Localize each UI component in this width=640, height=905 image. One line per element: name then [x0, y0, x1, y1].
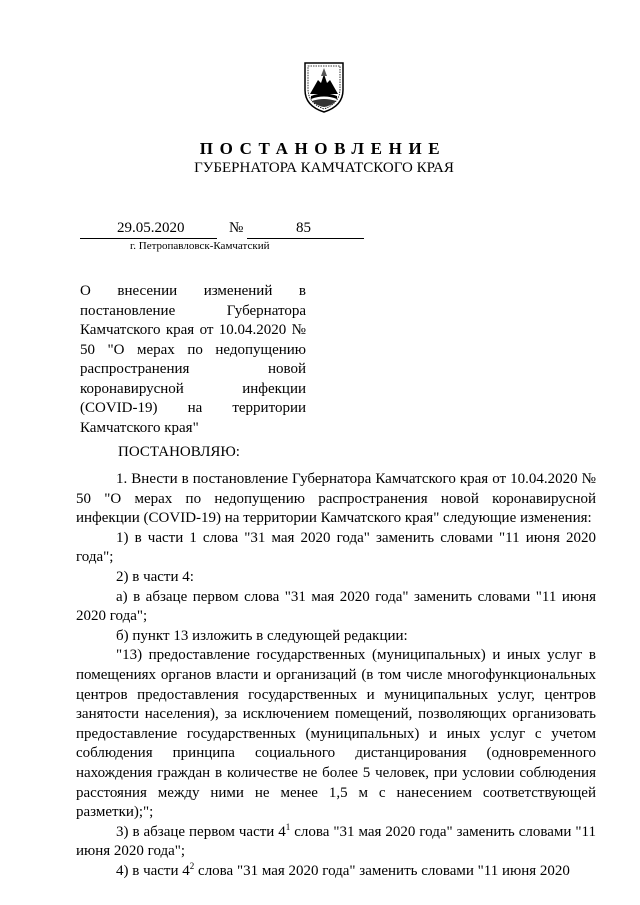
- document-date: 29.05.2020: [117, 220, 185, 236]
- paragraph-text: 4) в части 4: [116, 862, 190, 879]
- number-underline: [247, 238, 364, 239]
- document-body: [76, 470, 596, 881]
- paragraph-text: слова "31 мая 2020 года" заменить словами "11 июня 2020: [194, 862, 570, 879]
- issuer-name: ГУБЕРНАТОРА КАМЧАТСКОГО КРАЯ: [194, 160, 454, 176]
- place-of-issue: г. Петропавловск-Камчатский: [130, 240, 270, 252]
- paragraph: 1. Внести в постановление Губернатора Камчатского края от 10.04.2020 № 50 "О мерах по недопущению распространения новой коронавирусной инфекции (COVID-19) на территории Камчатского края" следующие изменения:: [76, 471, 596, 527]
- paragraph: [76, 823, 596, 862]
- document-subject: О внесении изменений в постановление Губернатора Камчатского края от 10.04.2020 № 50 "О мерах по недопущению распространения новой коронавирусной инфекции (COVID-19) на территории Камчатского края": [80, 283, 306, 436]
- date-underline: [80, 238, 217, 239]
- superscript: 1: [285, 821, 291, 832]
- paragraph: [76, 862, 596, 882]
- document-title: ПОСТАНОВЛЕНИЕ: [199, 139, 447, 158]
- paragraph: 1) в части 1 слова "31 мая 2020 года" заменить словами "11 июня 2020 года";: [76, 529, 596, 566]
- decree-word: ПОСТАНОВЛЯЮ:: [118, 444, 240, 460]
- paragraph-text: слова "31 мая 2020 года" заменить словами "11 июня 2020 года";: [76, 823, 596, 860]
- superscript: 2: [189, 860, 195, 871]
- paragraph: "13) предоставление государственных (муниципальных) и иных услуг в помещениях органов власти и организаций (в том числе многофункциональных центров предоставления государственных и муниципальных услуг, центров занятости населения), за исключением помещений, позволяющих организовать предоставление государственных (муниципальных) и иных услуг с учетом соблюдения принципа социального дистанцирования (одновременного нахождения граждан в количестве не более 5 человек, при условии соблюдения расстояния между ними не менее 1,5 м с нанесением соответствующей разметки);";: [76, 647, 596, 821]
- paragraph-text: 3) в абзаце первом части 4: [116, 823, 286, 840]
- kamchatka-emblem: [302, 60, 346, 114]
- number-sign: №: [229, 220, 244, 236]
- paragraph: 2) в части 4:: [116, 568, 194, 585]
- paragraph: а) в абзаце первом слова "31 мая 2020 года" заменить словами "11 июня 2020 года";: [76, 588, 596, 625]
- paragraph: б) пункт 13 изложить в следующей редакции:: [116, 627, 408, 644]
- document-number: 85: [296, 220, 311, 236]
